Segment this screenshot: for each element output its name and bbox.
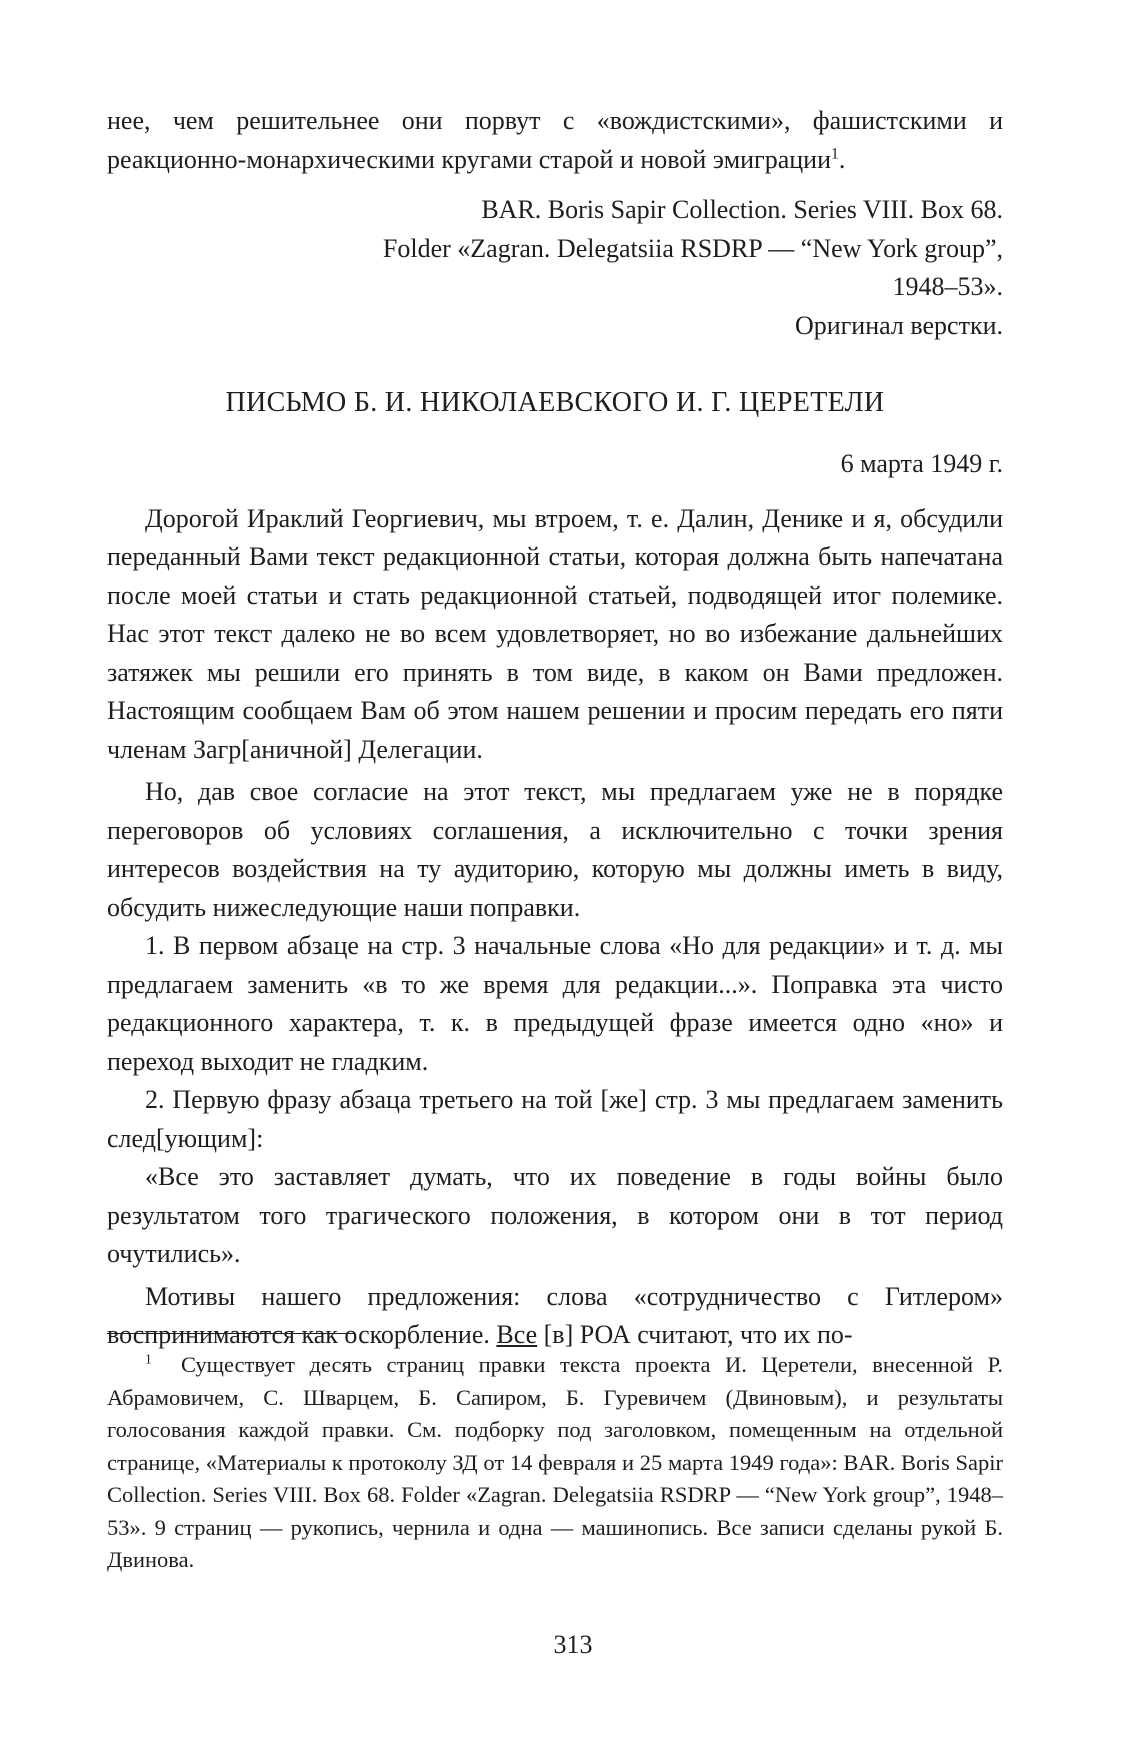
paragraph-1: Дорогой Ираклий Георгиевич, мы втроем, т. е. Далин, Денике и я, обсудили переданный Вами текст редакционной статьи, которая должна быть напечатана после моей статьи и стать редакционной статьей, подводящей итог полемике. Нас этот текст далеко не во всем удовлетворяет, но во избежание дальнейших затяжек мы решили его принять в том виде, в каком он Вами предложен. Настоящим сообщаем Вам об этом нашем решении и просим передать его пяти членам Загр[аничной] Делегации. [107,503,1003,764]
source-line-2: Folder «Zagran. Delegatsiia RSDRP — “New York group”, [382,233,1003,263]
page-content [107,102,1003,1355]
intro-paragraph [107,102,1003,179]
source-citation [107,191,1003,345]
page-number: 313 [553,1630,593,1659]
underlined-word: Все [496,1320,538,1349]
source-line-3: 1948–53». [892,272,1003,301]
intro-end: . [838,144,846,174]
paragraph-2: Но, дав свое согласие на этот текст, мы предлагаем уже не в порядке переговоров об условиях соглашения, а исключительно с точки зрения интересов воздействия на ту аудиторию, которую мы должны иметь в виду, обсудить нижеследующие наши поправки. [107,777,1003,922]
paragraph-6-end: [в] РОА считают, что их по- [537,1320,853,1349]
paragraph-6 [107,1278,1003,1355]
footnote-text: Существует десять страниц правки текста проекта И. Церетели, внесенной Р. Абрамовичем, С. Шварцем, Б. Сапиром, Б. Гуревичем (Двиновым), и результаты голосования каждой правки. См. подборку под заголовком, помещенным на отдельной странице, «Материалы к протоколу ЗД от 14 февраля и 25 марта 1949 года»: BAR. Boris Sapir Collection. Series VIII. Box 68. Folder «Zagran. Delegatsiia RSDRP — “New York group”, 1948–53». 9 страниц — рукопись, чернила и одна — машинопись. Все записи сделаны рукой Б. Двинова. [107,1352,1004,1572]
letter-heading: ПИСЬМО Б. И. НИКОЛАЕВСКОГО И. Г. ЦЕРЕТЕЛИ [225,387,885,418]
source-line-4: Оригинал верстки. [794,310,1003,340]
paragraph-6-start: Мотивы нашего предложения: слова «сотрудничество с Гитлером» воспринимаются как оскорбление. [107,1281,1003,1349]
paragraph-4: 2. Первую фразу абзаца третьего на той [же] стр. 3 мы предлагаем заменить след[ующим]: [107,1085,1003,1153]
footnote-reference[interactable]: 1 [831,144,839,162]
paragraph-3: 1. В первом абзаце на стр. 3 начальные слова «Но для редакции» и т. д. мы предлагаем заменить «в то же время для редакции...». Поправка эта чисто редакционного характера, т. к. в предыдущей фразе имеется одно «но» и переход выходит не гладким. [107,931,1003,1076]
footnote [107,1349,1003,1577]
letter-date: 6 марта 1949 г. [840,449,1003,478]
intro-text: нее, чем решительнее они порвут с «вождистскими», фашистскими и реакционно-монархическими кругами старой и новой эмиграции [107,106,1003,174]
source-line-1: BAR. Boris Sapir Collection. Series VIII. Box 68. [481,195,1003,224]
paragraph-5: «Все это заставляет думать, что их поведение в годы войны было результатом того трагического положения, в котором они в тот период очутились». [107,1162,1003,1268]
footnote-mark: 1 [145,1351,152,1367]
footnote-divider [107,1333,355,1334]
